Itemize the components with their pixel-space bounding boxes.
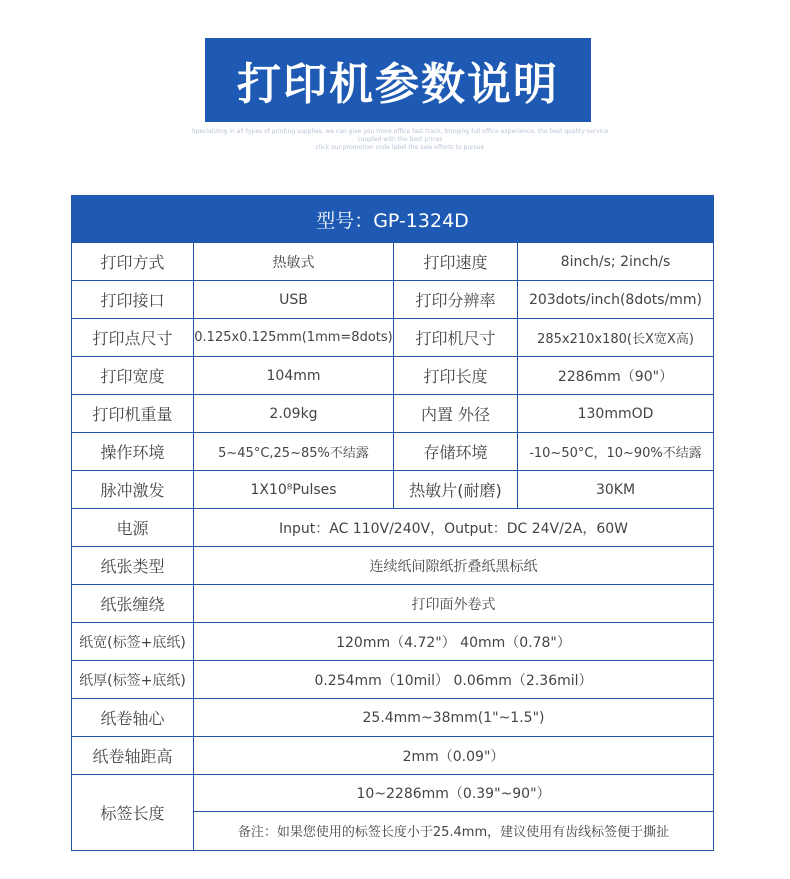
table-row: [72, 509, 713, 547]
table-row: [72, 395, 713, 433]
page-title: 打印机参数说明: [237, 59, 559, 110]
label-length-values: [194, 775, 713, 850]
tagline-line-1: Specializing in all types of printing supplies, we can give you more office fast track, bringing full office experience, the best quality service coupled with the best prices: [191, 128, 609, 143]
spec-value: 0.254mm（10mil） 0.06mm（2.36mil）: [314, 672, 593, 689]
spec-key: 电源: [72, 509, 194, 546]
spec-key: 存储环境: [394, 433, 518, 470]
spec-key: 打印机重量: [72, 395, 194, 432]
spec-value: 25.4mm~38mm(1"~1.5"): [362, 709, 545, 726]
model-header: 型号：GP-1324D: [72, 196, 713, 243]
spec-value: 8inch/s; 2inch/s: [560, 253, 671, 270]
spec-key: 打印宽度: [72, 357, 194, 394]
spec-value: 120mm（4.72"） 40mm（0.78"）: [336, 634, 571, 651]
spec-key: 打印点尺寸: [72, 319, 194, 356]
table-row: [72, 433, 713, 471]
spec-key: 打印方式: [72, 243, 194, 280]
spec-note: 备注：如果您使用的标签长度小于25.4mm，建议使用有齿线标签便于撕扯: [237, 825, 670, 840]
spec-key: 操作环境: [72, 433, 194, 470]
spec-key: 纸张缠绕: [72, 585, 194, 622]
table-row: [72, 661, 713, 699]
tagline: [190, 128, 610, 152]
spec-key: 纸卷轴心: [72, 699, 194, 736]
spec-value: 130mmOD: [577, 405, 654, 422]
table-row: [72, 547, 713, 585]
spec-key: 打印机尺寸: [394, 319, 518, 356]
spec-key: 纸卷轴距高: [72, 737, 194, 774]
spec-key: 打印长度: [394, 357, 518, 394]
spec-key: 打印分辨率: [394, 281, 518, 318]
table-row: [72, 243, 713, 281]
spec-key: 标签长度: [72, 775, 194, 850]
table-row: [72, 281, 713, 319]
spec-value: -10~50°C，10~90%不结露: [529, 446, 702, 461]
spec-value: 热敏式: [194, 243, 394, 280]
table-row: [72, 585, 713, 623]
table-row: [72, 737, 713, 775]
table-row: [72, 699, 713, 737]
spec-value: Input：AC 110V/240V，Output：DC 24V/2A，60W: [278, 520, 628, 537]
spec-key: 纸张类型: [72, 547, 194, 584]
spec-value: 285x210x180(长X宽X高): [537, 332, 694, 347]
spec-key: 纸宽(标签+底纸): [72, 623, 194, 660]
spec-key: 打印接口: [72, 281, 194, 318]
table-row: [72, 623, 713, 661]
spec-key: 脉冲激发: [72, 471, 194, 508]
spec-key: 打印速度: [394, 243, 518, 280]
spec-value: 10~2286mm（0.39"~90"）: [194, 775, 713, 812]
spec-value: USB: [194, 281, 394, 318]
spec-key: 内置 外径: [394, 395, 518, 432]
spec-value: 2mm（0.09"）: [402, 748, 505, 765]
spec-value: 打印面外卷式: [411, 596, 496, 613]
spec-value: 203dots/inch(8dots/mm): [528, 291, 703, 308]
spec-value: 1X10⁸Pulses: [194, 471, 394, 508]
table-row: [72, 471, 713, 509]
spec-value: 0.125x0.125mm(1mm=8dots): [194, 319, 394, 356]
spec-key: 纸厚(标签+底纸): [72, 661, 194, 698]
spec-value: 2.09kg: [194, 395, 394, 432]
spec-key: 热敏片(耐磨): [394, 471, 518, 508]
spec-value: 5~45°C,25~85%不结露: [194, 433, 394, 470]
table-row: [72, 319, 713, 357]
spec-value: 2286mm（90"）: [557, 368, 674, 385]
table-row-label-length: [72, 775, 713, 851]
spec-table: [71, 195, 714, 851]
page-title-banner: [205, 38, 591, 122]
table-row: [72, 357, 713, 395]
tagline-line-2: click our promotion code label the sale efforts to pursue: [315, 144, 485, 151]
spec-value: 连续纸间隙纸折叠纸黑标纸: [369, 558, 538, 575]
spec-value: 104mm: [194, 357, 394, 394]
spec-value: 30KM: [595, 481, 636, 498]
